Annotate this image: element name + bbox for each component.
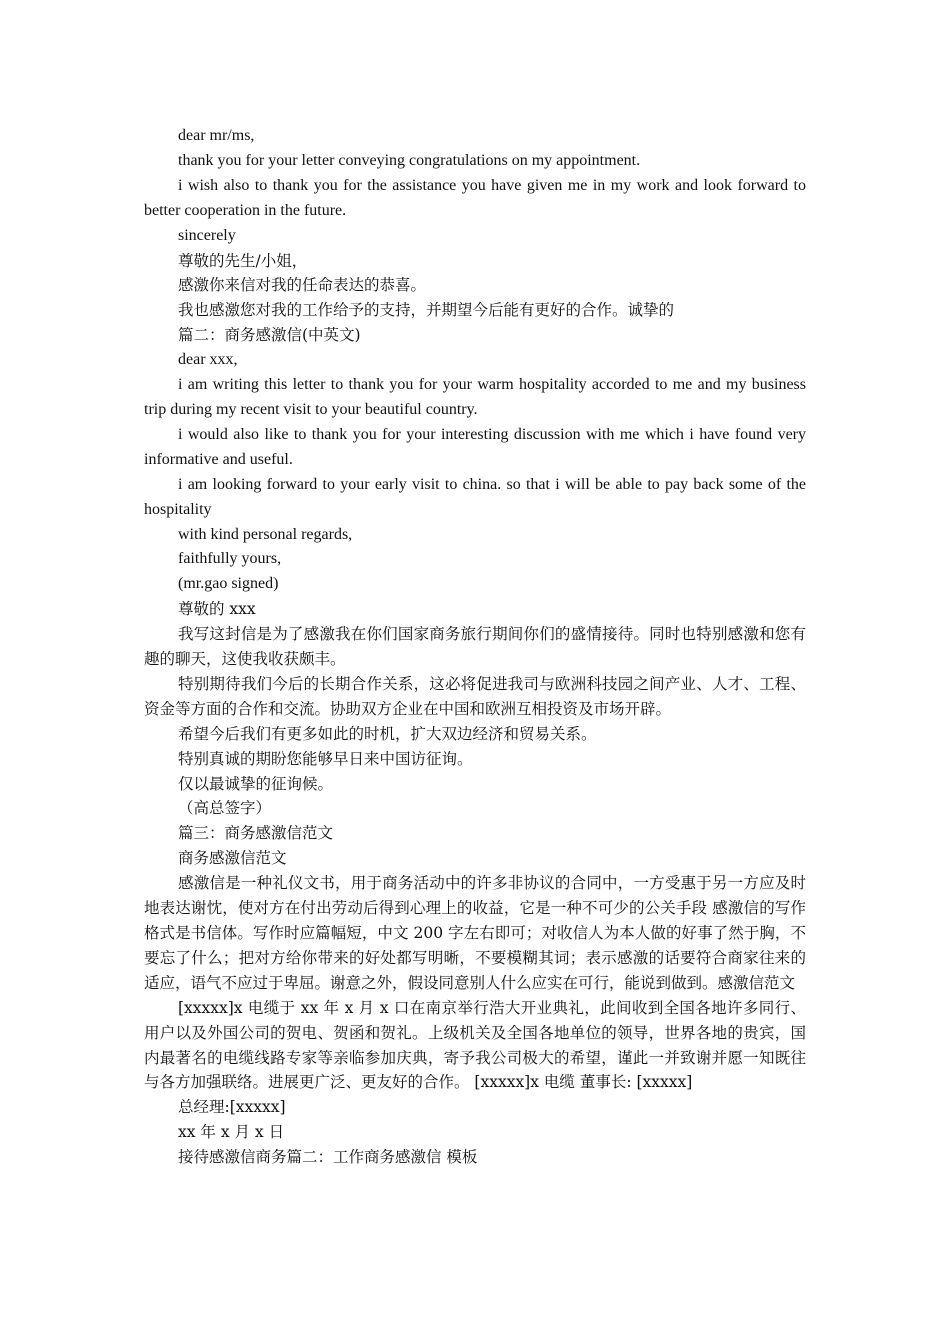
- signature-line: 总经理:[xxxxx]: [178, 1098, 286, 1117]
- signature-note: (mr.gao signed): [178, 575, 279, 593]
- paragraph: thank you for your letter conveying congratulations on my appointment.: [178, 151, 641, 169]
- paragraph: 特别期待我们今后的长期合作关系，这必将促进我司与欧洲科技园之间产业、人才、工程、资金等方面的合作和交流。协助双方企业在中国和欧洲互相投资及市场开辟。: [144, 674, 806, 718]
- paragraph: i wish also to thank you for the assistance you have given me in my work and look forward to better cooperation in the future.: [144, 176, 806, 219]
- date-line: xx 年 x 月 x 日: [178, 1123, 285, 1142]
- closing: sincerely: [178, 226, 236, 244]
- paragraph: 感激信是一种礼仪文书，用于商务活动中的许多非协议的合同中，一方受惠于另一方应及时地表达谢忱，使对方在付出劳动后得到心理上的收益，它是一种不可少的公关手段 感激信的写作格式是书信体。写作时应篇幅短，中文 200 字左右即可；对收信人为本人做的好事了然于胸，不要忘了什么；把对方给你带来的好处都写明晰，不要模糊其词；表示感激的话要符合商家往来的适应，语气不应过于卑屈。谢意之外，假设同意别人什么应实在可行，能说到做到。感激信范文: [144, 874, 806, 992]
- signature-note: （高总签字）: [178, 799, 272, 818]
- paragraph: 感激你来信对我的任命表达的恭喜。: [178, 276, 427, 295]
- paragraph: [xxxxx]x 电缆于 xx 年 x 月 x 口在南京举行浩大开业典礼，此间收到全国各地许多同行、用户以及外国公司的贺电、贺函和贺礼。上级机关及全国各地单位的领导，世界各地的贵宾，国内最著名的电缆线路专家等亲临参加庆典，寄予我公司极大的希望，谨此一并致谢并愿一知既往与各方加强联络。进展更广泛、更友好的合作。 [xxxxx]x 电缆 董事长: [xxxxx]: [144, 998, 806, 1092]
- closing: 仅以最诚挚的征询候。: [178, 774, 334, 793]
- section-heading: 篇三：商务感激信范文: [178, 824, 334, 843]
- salutation-en: dear xxx,: [178, 351, 238, 369]
- paragraph: 特别真诚的期盼您能够早日来中国访征询。: [178, 749, 473, 768]
- subheading: 商务感激信范文: [178, 849, 287, 868]
- section-heading: 接待感激信商务篇二：工作商务感激信 模板: [178, 1148, 478, 1167]
- paragraph: 我也感激您对我的工作给予的支持，并期望今后能有更好的合作。诚挚的: [178, 301, 675, 320]
- section-heading: 篇二：商务感激信(中英文): [178, 326, 361, 345]
- paragraph: 我写这封信是为了感激我在你们国家商务旅行期间你们的盛情接待。同时也特别感激和您有趣的聊天，这使我收获颇丰。: [144, 625, 806, 669]
- closing: with kind personal regards,: [178, 525, 353, 543]
- paragraph: i am looking forward to your early visit to china. so that i will be able to pay back some of the hospitality: [144, 475, 806, 518]
- paragraph: i am writing this letter to thank you for your warm hospitality accorded to me and my business trip during my recent visit to your beautiful country.: [144, 376, 806, 418]
- paragraph: 希望今后我们有更多如此的时机，扩大双边经济和贸易关系。: [178, 724, 597, 743]
- document-body: [144, 124, 806, 1170]
- salutation-zh: 尊敬的先生/小姐，: [178, 251, 308, 270]
- salutation-zh: 尊敬的 xxx: [178, 600, 256, 619]
- closing: faithfully yours,: [178, 550, 282, 568]
- salutation-en: dear mr/ms,: [178, 127, 255, 144]
- paragraph: i would also like to thank you for your interesting discussion with me which i have found very informative and useful.: [144, 425, 806, 468]
